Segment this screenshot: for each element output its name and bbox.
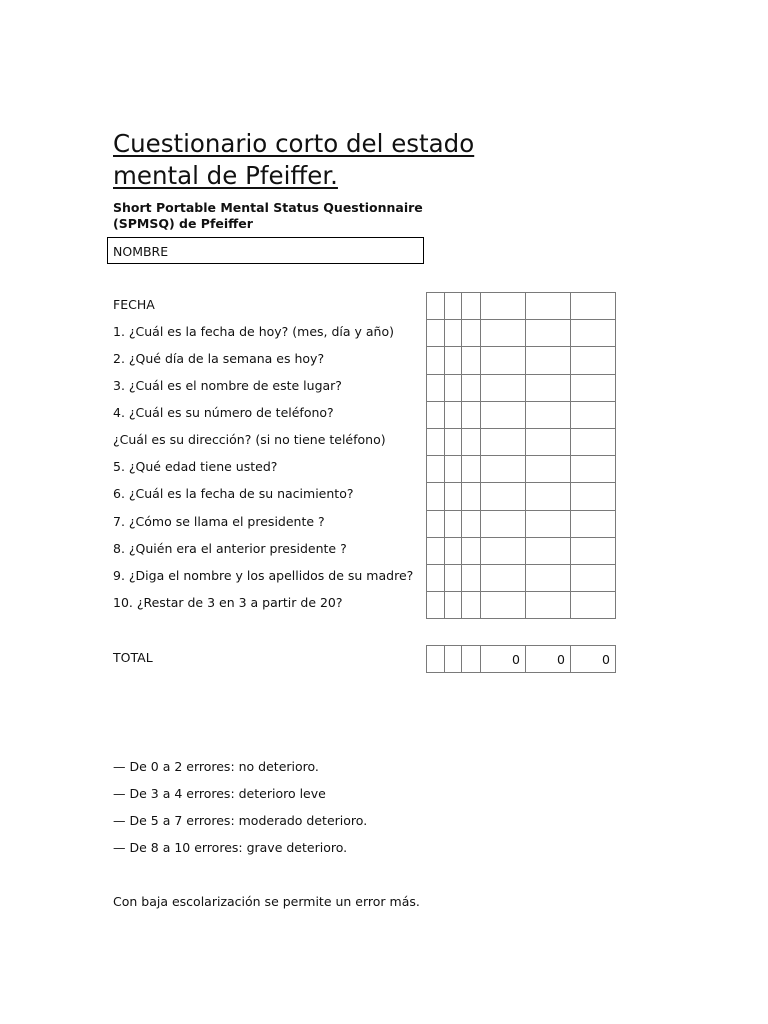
answer-cell[interactable]: [481, 428, 526, 455]
answer-cell[interactable]: [427, 483, 445, 510]
answer-row: [427, 374, 616, 401]
answer-cell[interactable]: [481, 592, 526, 619]
total-cell[interactable]: [462, 646, 481, 673]
answer-row: [427, 456, 616, 483]
answer-cell[interactable]: [462, 293, 481, 320]
question-label: 2. ¿Qué día de la semana es hoy?: [113, 351, 325, 366]
total-grid: [426, 645, 616, 673]
answer-cell[interactable]: [481, 293, 526, 320]
answer-cell[interactable]: [481, 537, 526, 564]
answer-cell[interactable]: [462, 401, 481, 428]
answer-cell[interactable]: [571, 537, 616, 564]
answer-cell[interactable]: [445, 592, 462, 619]
answer-cell[interactable]: [445, 347, 462, 374]
answer-cell[interactable]: [526, 592, 571, 619]
answer-cell[interactable]: [571, 374, 616, 401]
answer-cell[interactable]: [427, 320, 445, 347]
answer-cell[interactable]: [445, 374, 462, 401]
answer-cell[interactable]: [445, 320, 462, 347]
question-label: 1. ¿Cuál es la fecha de hoy? (mes, día y año): [113, 324, 394, 339]
answer-cell[interactable]: [427, 401, 445, 428]
question-label: 8. ¿Quién era el anterior presidente ?: [113, 541, 347, 556]
answer-row: [427, 592, 616, 619]
answer-cell[interactable]: [481, 374, 526, 401]
answer-cell[interactable]: [571, 592, 616, 619]
answer-grid: [426, 292, 616, 619]
answer-cell[interactable]: [571, 347, 616, 374]
answer-cell[interactable]: [481, 320, 526, 347]
answer-cell[interactable]: [462, 483, 481, 510]
question-label: 6. ¿Cuál es la fecha de su nacimiento?: [113, 486, 354, 501]
question-label: 4. ¿Cuál es su número de teléfono?: [113, 405, 334, 420]
total-row: [427, 646, 616, 673]
answer-cell[interactable]: [427, 428, 445, 455]
answer-row: [427, 483, 616, 510]
answer-cell[interactable]: [526, 374, 571, 401]
answer-cell[interactable]: [571, 510, 616, 537]
answer-cell[interactable]: [445, 483, 462, 510]
answer-cell[interactable]: [445, 510, 462, 537]
answer-cell[interactable]: [427, 564, 445, 591]
name-field-label: NOMBRE: [113, 244, 169, 259]
answer-cell[interactable]: [571, 401, 616, 428]
answer-cell[interactable]: [571, 293, 616, 320]
answer-cell[interactable]: [427, 537, 445, 564]
answer-cell[interactable]: [526, 401, 571, 428]
answer-row: [427, 320, 616, 347]
answer-cell[interactable]: [526, 483, 571, 510]
answer-cell[interactable]: [427, 510, 445, 537]
answer-cell[interactable]: [462, 537, 481, 564]
answer-cell[interactable]: [526, 428, 571, 455]
document-title: Cuestionario corto del estado mental de Pfeiffer.: [113, 129, 475, 190]
answer-cell[interactable]: [427, 456, 445, 483]
question-label: FECHA: [113, 297, 155, 312]
answer-cell[interactable]: [445, 456, 462, 483]
answer-cell[interactable]: [526, 320, 571, 347]
answer-row: [427, 401, 616, 428]
answer-cell[interactable]: [526, 456, 571, 483]
answer-cell[interactable]: [427, 592, 445, 619]
answer-cell[interactable]: [445, 293, 462, 320]
answer-cell[interactable]: [571, 320, 616, 347]
answer-cell[interactable]: [481, 347, 526, 374]
total-label: TOTAL: [113, 650, 153, 665]
answer-cell[interactable]: [526, 537, 571, 564]
total-cell[interactable]: [427, 646, 445, 673]
legend-item: — De 5 a 7 errores: moderado deterioro.: [113, 813, 368, 828]
question-label: ¿Cuál es su dirección? (si no tiene teléfono): [113, 432, 386, 447]
answer-row: [427, 347, 616, 374]
total-cell[interactable]: [445, 646, 462, 673]
total-value[interactable]: 0: [481, 646, 526, 673]
answer-cell[interactable]: [526, 510, 571, 537]
answer-cell[interactable]: [462, 428, 481, 455]
answer-cell[interactable]: [445, 401, 462, 428]
answer-row: [427, 564, 616, 591]
answer-cell[interactable]: [462, 456, 481, 483]
total-value[interactable]: 0: [526, 646, 571, 673]
question-label: 5. ¿Qué edad tiene usted?: [113, 459, 278, 474]
answer-cell[interactable]: [462, 347, 481, 374]
answer-row: [427, 428, 616, 455]
answer-cell[interactable]: [427, 293, 445, 320]
answer-cell[interactable]: [526, 293, 571, 320]
answer-cell[interactable]: [571, 428, 616, 455]
answer-cell[interactable]: [427, 347, 445, 374]
document-subtitle: Short Portable Mental Status Questionnaire (SPMSQ) de Pfeiffer: [113, 200, 423, 231]
answer-row: [427, 537, 616, 564]
question-label: 7. ¿Cómo se llama el presidente ?: [113, 514, 325, 529]
answer-row: [427, 510, 616, 537]
question-label: 10. ¿Restar de 3 en 3 a partir de 20?: [113, 595, 343, 610]
legend-item: — De 8 a 10 errores: grave deterioro.: [113, 840, 348, 855]
answer-cell[interactable]: [462, 592, 481, 619]
answer-cell[interactable]: [481, 564, 526, 591]
answer-cell[interactable]: [481, 483, 526, 510]
answer-cell[interactable]: [462, 320, 481, 347]
question-label: 3. ¿Cuál es el nombre de este lugar?: [113, 378, 342, 393]
footnote: Con baja escolarización se permite un error más.: [113, 894, 420, 909]
answer-cell[interactable]: [427, 374, 445, 401]
total-value[interactable]: 0: [571, 646, 616, 673]
answer-cell[interactable]: [445, 537, 462, 564]
answer-cell[interactable]: [462, 564, 481, 591]
answer-cell[interactable]: [481, 401, 526, 428]
name-field[interactable]: [107, 237, 424, 264]
answer-cell[interactable]: [526, 347, 571, 374]
answer-row: [427, 293, 616, 320]
answer-cell[interactable]: [526, 564, 571, 591]
answer-cell[interactable]: [445, 564, 462, 591]
answer-cell[interactable]: [462, 510, 481, 537]
answer-cell[interactable]: [571, 456, 616, 483]
answer-cell[interactable]: [481, 510, 526, 537]
answer-cell[interactable]: [481, 456, 526, 483]
answer-cell[interactable]: [462, 374, 481, 401]
legend-item: — De 3 a 4 errores: deterioro leve: [113, 786, 326, 801]
question-label: 9. ¿Diga el nombre y los apellidos de su madre?: [113, 568, 414, 583]
answer-cell[interactable]: [445, 428, 462, 455]
answer-cell[interactable]: [571, 483, 616, 510]
answer-cell[interactable]: [571, 564, 616, 591]
legend-item: — De 0 a 2 errores: no deterioro.: [113, 759, 319, 774]
